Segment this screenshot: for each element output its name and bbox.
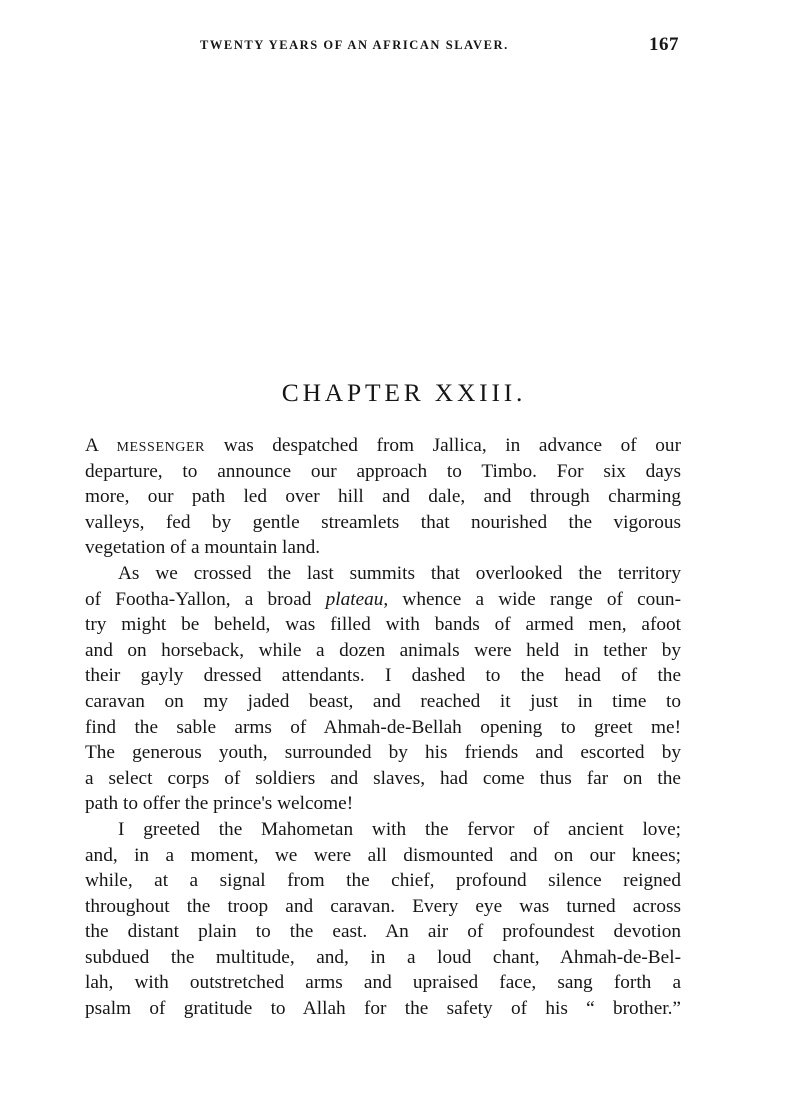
text-line: vegetation of a mountain land. bbox=[85, 537, 321, 559]
text-line: more, our path led over hill and dale, and through charming bbox=[85, 486, 681, 508]
text-line: and, in a moment, we were all dismounted and on our knees; bbox=[85, 844, 681, 866]
running-head bbox=[0, 36, 800, 56]
text-line: The generous youth, surrounded by his friends and escorted by bbox=[85, 742, 681, 764]
text-line: of Footha-Yallon, a broad plateau, whence a wide range of coun- bbox=[85, 588, 681, 610]
text-line: throughout the troop and caravan. Every eye was turned across bbox=[85, 895, 681, 917]
text-line: caravan on my jaded beast, and reached it just in time to bbox=[85, 690, 681, 712]
text-line: A MESSENGER was despatched from Jallica, in advance of our bbox=[85, 435, 681, 456]
text-line: while, at a signal from the chief, profound silence reigned bbox=[85, 870, 681, 892]
text-line: I greeted the Mahometan with the fervor of ancient love; bbox=[118, 818, 681, 840]
text-line: valleys, fed by gentle streamlets that nourished the vigorous bbox=[85, 511, 681, 533]
text-line: subdued the multitude, and, in a loud chant, Ahmah-de-Bel- bbox=[85, 946, 681, 968]
text-line: and on horseback, while a dozen animals were held in tether by bbox=[85, 639, 681, 661]
text-line: their gayly dressed attendants. I dashed to the head of the bbox=[85, 665, 681, 687]
text-line: departure, to announce our approach to Timbo. For six days bbox=[85, 460, 681, 482]
text-line: As we crossed the last summits that overlooked the territory bbox=[118, 562, 681, 584]
chapter-heading: CHAPTER XXIII. bbox=[281, 378, 527, 407]
chapter-body bbox=[85, 433, 681, 1022]
text-line: path to offer the prince's welcome! bbox=[85, 793, 354, 815]
text-line: the distant plain to the east. An air of profoundest devotion bbox=[85, 921, 681, 943]
text-line: try might be beheld, was filled with bands of armed men, afoot bbox=[85, 614, 681, 636]
italic-word: plateau bbox=[325, 588, 384, 610]
text-line: find the sable arms of Ahmah-de-Bellah opening to greet me! bbox=[85, 716, 681, 738]
small-caps-opening: MESSENGER bbox=[116, 440, 206, 455]
running-title: TWENTY YEARS OF AN AFRICAN SLAVER. bbox=[200, 38, 509, 52]
text-line: psalm of gratitude to Allah for the safety of his “ brother.” bbox=[85, 998, 681, 1020]
page-number: 167 bbox=[649, 34, 679, 55]
text-line: lah, with outstretched arms and upraised face, sang forth a bbox=[85, 972, 681, 994]
text-line: a select corps of soldiers and slaves, had come thus far on the bbox=[85, 767, 681, 789]
